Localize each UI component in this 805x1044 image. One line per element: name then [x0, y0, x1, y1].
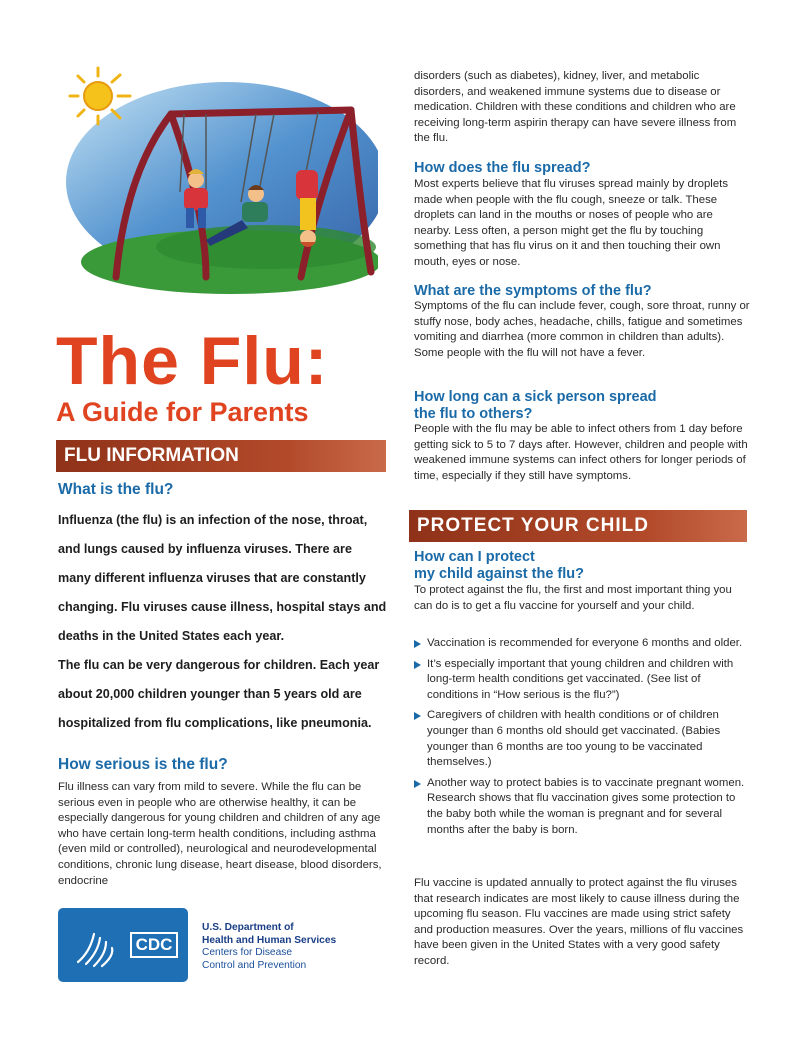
dept-line: U.S. Department of	[202, 922, 294, 933]
list-item	[414, 708, 750, 770]
swing-set-illustration	[56, 62, 378, 298]
bullet-text: It’s especially important that young children and children with long-term health conditions get vaccinated. (See list of conditions in “How serious is the flu?”)	[427, 657, 734, 701]
heading-line: How long can a sick person spread	[414, 389, 657, 405]
how-protect-text: To protect against the flu, the first and most important thing you can do is to get a flu vaccine for yourself and your child.	[414, 584, 732, 612]
how-long-heading	[414, 389, 750, 423]
protect-your-child-banner: PROTECT YOUR CHILD	[409, 510, 747, 542]
text-line: Influenza (the flu) is an infection of the nose, throat,	[58, 513, 368, 527]
bullet-triangle-icon	[414, 780, 421, 788]
bullet-triangle-icon	[414, 712, 421, 720]
flu-information-banner: FLU INFORMATION	[56, 440, 386, 472]
text-line: many different influenza viruses that are constantly	[58, 571, 366, 585]
page-subtitle: A Guide for Parents	[56, 397, 309, 427]
heading-line: my child against the flu?	[414, 566, 584, 582]
dept-line: Control and Prevention	[202, 959, 307, 971]
text-line: The flu can be very dangerous for children. Each year	[58, 658, 380, 672]
bullet-triangle-icon	[414, 640, 421, 648]
what-is-the-flu-heading: What is the flu?	[58, 481, 174, 498]
cdc-logo-text: CDC	[130, 932, 178, 958]
text-line: hospitalized from flu complications, like pneumonia.	[58, 716, 372, 730]
how-protect-heading	[414, 549, 750, 583]
heading-line: the flu to others?	[414, 406, 533, 422]
how-serious-text: Flu illness can vary from mild to severe. While the flu can be serious even in people who are otherwise healthy, it can be especially dangerous for young children and children of any age who have certain long-term health conditions, including asthma (even mild or controlled), neurological and neurodevelopmental conditions, chronic lung disease, heart disease, blood disorders, endocrine	[58, 781, 382, 887]
protect-bullet-list	[414, 636, 750, 843]
flu-spread-heading: How does the flu spread?	[414, 160, 591, 176]
page-title: The Flu:	[56, 323, 329, 399]
bullet-text: Vaccination is recommended for everyone 6 months and older.	[427, 637, 743, 649]
vaccine-closing-text: Flu vaccine is updated annually to protect against the flu viruses that research indicates are most likely to cause illness during the upcoming flu season. Flu vaccines are made using strict safety and production measures. Over the years, millions of flu vaccines have been given in the United States with a very good safety record.	[414, 877, 744, 967]
symptoms-heading: What are the symptoms of the flu?	[414, 283, 652, 299]
list-item	[414, 657, 750, 704]
dept-line: Health and Human Services	[202, 934, 337, 946]
department-name	[202, 922, 336, 972]
serious-continued-text: disorders (such as diabetes), kidney, liver, and metabolic disorders, and weakened immune systems due to disease or medication. Children with these conditions and children who are receiving long-term aspirin therapy can have severe illness from the flu.	[414, 70, 737, 145]
text-line: deaths in the United States each year.	[58, 629, 285, 643]
text-line: changing. Flu viruses cause illness, hospital stays and	[58, 600, 387, 614]
text-line: and lungs caused by influenza viruses. There are	[58, 542, 352, 556]
heading-line: How can I protect	[414, 549, 535, 565]
flu-spread-text: Most experts believe that flu viruses spread mainly by droplets made when people with the flu cough, sneeze or talk. These droplets can land in the mouths or noses of people who are nearby. Less often, a person might get the flu by touching something that has flu virus on it and then touching their own mouth, eyes or nose.	[414, 178, 729, 268]
list-item	[414, 776, 750, 838]
bullet-triangle-icon	[414, 661, 421, 669]
bullet-text: Another way to protect babies is to vaccinate pregnant women. Research shows that flu vaccination gives some protection to the baby both while the woman is pregnant and for several months after the baby is born.	[427, 776, 745, 836]
bullet-text: Caregivers of children with health conditions or of children younger than 6 months old should get vaccinated. (Babies younger than 6 months are too young to be vaccinated themselves.)	[427, 709, 721, 769]
list-item	[414, 636, 750, 652]
dept-line: Centers for Disease	[202, 947, 293, 958]
symptoms-text: Symptoms of the flu can include fever, cough, sore throat, runny or stuffy nose, body aches, headache, chills, fatigue and sometimes vomiting and diarrhea (more common in children than adults). Some people with the flu will not have a fever.	[414, 300, 750, 359]
hhs-eagle-icon	[72, 922, 120, 970]
how-long-text: People with the flu may be able to infect others from 1 day before getting sick to 5 to 7 days after. However, children and people with weakened immune systems can infect others for longer periods of time, especially if they still have symptoms.	[414, 423, 748, 482]
what-is-the-flu-text	[58, 506, 388, 738]
how-serious-heading: How serious is the flu?	[58, 756, 228, 773]
text-line: about 20,000 children younger than 5 years old are	[58, 687, 362, 701]
hhs-cdc-logo	[58, 908, 188, 982]
